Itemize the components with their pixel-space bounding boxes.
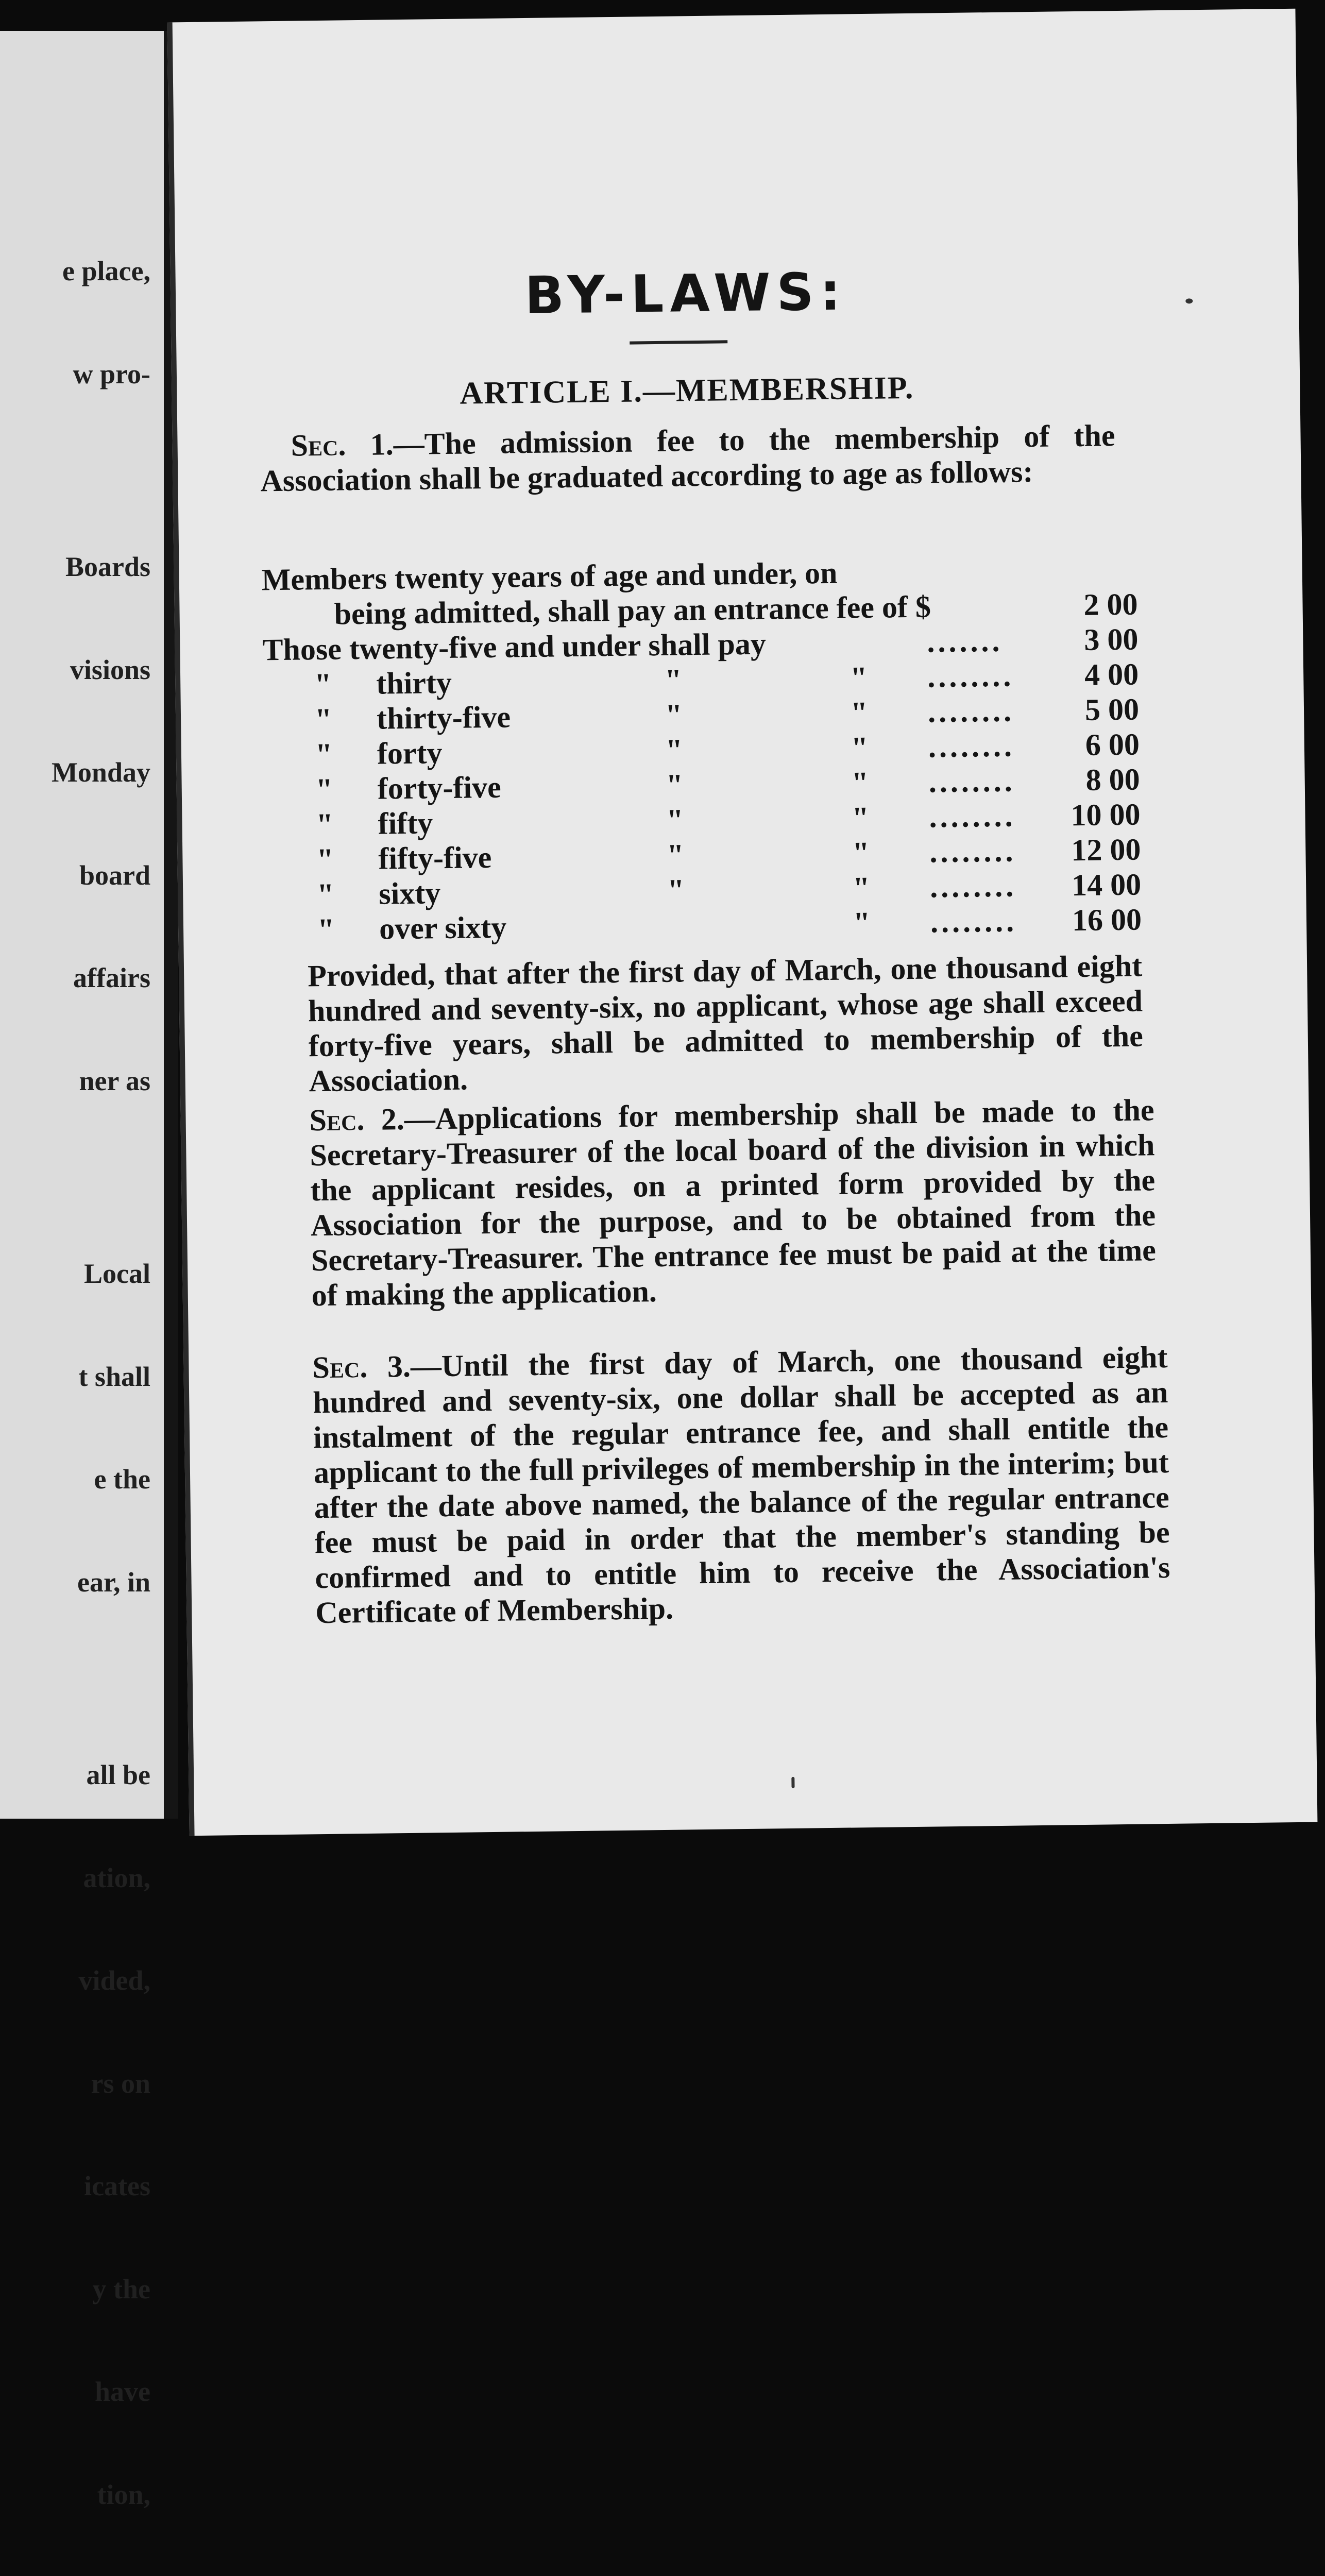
section-2-label: Sec. 2. [309,1102,405,1138]
ditto-mark: " [314,667,332,702]
ditto-mark: " [317,912,335,947]
fee-amount: 10 00 [1071,797,1141,833]
fee-leader-dots: ........ [930,904,1017,939]
fee-label: Those twenty-five and under shall pay [262,626,767,667]
fee-leader-dots: ........ [929,834,1016,869]
facing-line: t shall [78,1361,150,1392]
ditto-mark: " [316,842,334,877]
section-3-label: Sec. 3. [312,1349,411,1385]
fee-age-label: sixty [378,876,441,911]
fee-leader-dots: ........ [929,869,1017,904]
section-2-paragraph [309,1092,1157,1313]
ditto-mark: " [851,765,869,800]
document-page [167,9,1318,1836]
fee-amount: 12 00 [1071,832,1141,868]
fee-leader-dots: ........ [928,728,1015,764]
ditto-mark: " [665,698,683,732]
fee-leader-dots: ........ [929,799,1016,834]
fee-amount: 2 00 [1083,587,1138,622]
ditto-mark: " [315,737,333,772]
facing-line: board [79,859,150,891]
ditto-mark: " [850,660,868,695]
fee-amount: 5 00 [1084,692,1140,727]
ink-speck [791,1777,794,1788]
facing-page-left [0,31,164,2510]
ditto-mark: " [316,807,334,842]
ink-speck [1185,298,1193,303]
facing-line: Monday [51,757,150,788]
ditto-mark: " [850,695,868,730]
facing-line: ner as [79,1065,150,1096]
fee-age-label: over sixty [379,910,507,946]
ditto-mark: " [666,768,684,802]
section-1-label: Sec. 1. [291,427,394,463]
ditto-mark: " [666,803,684,837]
section-3-text: —Until the first day of March, one thousand eight hundred and seventy-six, one dollar shall be accepted as an instalment of the regular entrance fee, and shall entitle the applicant to the full privileges of membership in the interim; but after the date above named, the balance of the regular entrance fee must be paid in order that the member's standing be confirmed and to entitle him to receive the Association's Certificate of Membership. [312,1340,1170,1630]
page-title: BY-LAWS: [524,261,847,326]
section-2-text: —Applications for membership shall be made to the Secretary-Treasurer of the local board of the division in which the applicant resides, on a printed form provided by the Association for the purpose, and to be obtained from the Secretary-Treasurer. The entrance fee must be paid at the time of making the application. [310,1093,1157,1313]
facing-line: affairs [73,962,150,993]
ditto-mark: " [852,870,870,905]
ditto-mark: " [665,733,683,767]
ditto-mark: " [851,730,869,765]
fee-leader-dots: ........ [927,693,1015,729]
fee-leader-dots: ........ [927,658,1014,694]
facing-line: tion, [97,2479,150,2510]
facing-line: ear, in [77,1566,150,1598]
ditto-mark: " [852,800,870,835]
fee-age-label: forty-five [377,770,502,806]
facing-line: y the [92,2273,150,2304]
facing-page-text [52,185,150,2576]
section-1-text: —The admission fee to the membership of the Association shall be graduated according to age as follows: [260,418,1115,498]
facing-line: ation, [83,1862,150,1893]
fee-age-label: fifty-five [378,840,492,876]
facing-line: Boards [65,551,150,582]
fee-schedule [261,552,1142,948]
facing-line: e place, [62,256,150,286]
fee-intro-text-2: being admitted, shall pay an entrance fee of $ [334,589,931,631]
article-heading: ARTICLE I.—MEMBERSHIP. [460,370,914,411]
section-3-paragraph [312,1340,1171,1630]
ditto-mark: " [853,905,871,940]
fee-age-label: thirty [376,665,452,701]
fee-amount: 14 00 [1071,867,1142,903]
facing-line: vided, [78,1965,150,1996]
ditto-mark: " [315,772,333,807]
fee-age-label: fifty [378,806,433,841]
fee-amount: 4 00 [1084,657,1139,692]
facing-line: Local [84,1258,150,1289]
facing-line: all be [86,1759,150,1790]
facing-line: rs on [91,2067,150,2099]
facing-line: e the [94,1464,150,1495]
facing-line: icates [84,2171,150,2201]
ditto-mark: " [852,835,870,870]
title-rule [630,340,727,344]
fee-age-label: forty [377,736,443,771]
fee-amount: 3 00 [1083,622,1139,657]
ditto-mark: " [314,702,332,737]
fee-age-label: thirty-five [376,700,511,736]
facing-line: visions [70,654,150,685]
facing-line: w pro- [73,358,150,389]
ditto-mark: " [666,838,685,872]
fee-amount: 6 00 [1085,727,1140,762]
ditto-mark: " [316,877,334,912]
section-1-paragraph [260,418,1116,498]
fee-leader-dots: ....... [926,623,1003,659]
fee-amount: 16 00 [1072,902,1142,938]
fee-amount: 8 00 [1085,762,1141,797]
ditto-mark: " [664,663,682,697]
facing-line: have [95,2376,150,2407]
proviso-paragraph: Provided, that after the first day of March, one thousand eight hundred and seventy-six, no applicant, whose age shall exceed forty-five years, shall be admitted to membership of the Association. [307,948,1144,1098]
ditto-mark: " [667,873,685,907]
fee-leader-dots: ........ [928,764,1016,799]
fee-intro-text-1: Members twenty years of age and under, on [261,555,838,597]
